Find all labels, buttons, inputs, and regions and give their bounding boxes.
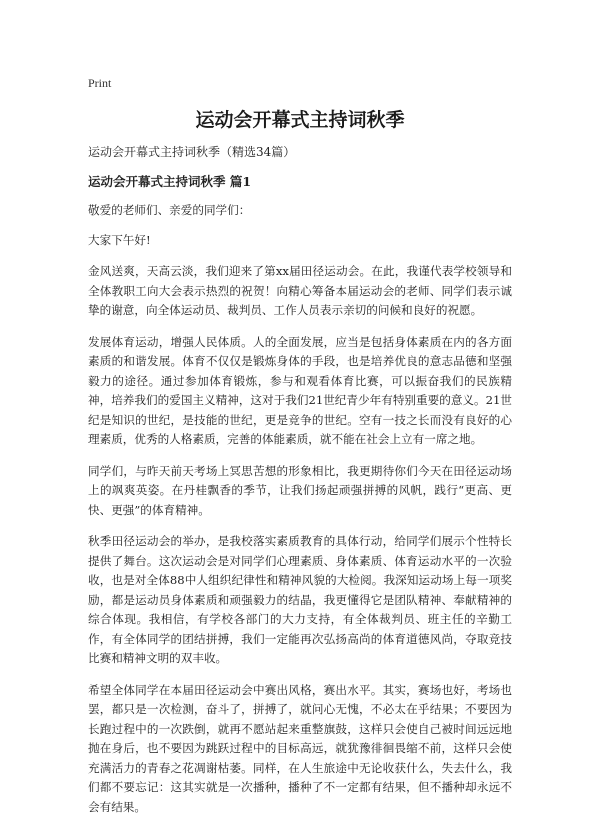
- paragraph-4: 秋季田径运动会的举办，是我校落实素质教育的具体行动，给同学们展示个性特长提供了舞台。这次运动会是对同学们心理素质、身体素质、体育运动水平的一次验收，也是对全体88中人组织纪律性和精神风貌的大检阅。我深知运动场上每一项奖励，都是运动员身体素质和顽强毅力的结晶，我更懂得它是团队精神、奉献精神的综合体现。我相信，有学校各部门的大力支持，有全体裁判员、班主任的辛勤工作，有全体同学的团结拼搏，我们一定能再次弘扬高尚的体育道德风尚，夺取竞技比赛和精神文明的双丰收。: [88, 532, 512, 669]
- paragraph-salutation: 大家下午好!: [88, 231, 512, 251]
- paragraph-5: 希望全体同学在本届田径运动会中赛出风格，赛出水平。其实，赛场也好，考场也罢，都只是一次检测，奋斗了，拼搏了，就问心无愧，不必太在乎结果；不要因为长跑过程中的一次跌倒，就再不愿站起来重整旗鼓，这样只会使自己被时间远远地抛在身后，也不要因为跳跃过程中的目标高远，就犹豫徘徊畏缩不前，这样只会使充满活力的青春之花凋谢枯萎。同样，在人生旅途中无论收获什么，失去什么，我们都不要忘记：这其实就是一次播种，播种了不一定都有结果，但不播种却永远不会有结果。: [88, 681, 512, 817]
- document-subtitle: 运动会开幕式主持词秋季（精选34篇）: [88, 143, 512, 161]
- paragraph-3: 同学们，与昨天前天考场上冥思苦想的形象相比，我更期待你们今天在田径运动场上的飒爽英姿。在丹桂飘香的季节，让我们扬起顽强拼搏的风帆，践行“更高、更快、更强”的体育精神。: [88, 462, 512, 521]
- paragraph-greeting: 敬爱的老师们、亲爱的同学们：: [88, 201, 512, 221]
- paragraph-1: 金风送爽，天高云淡，我们迎来了第xx届田径运动会。在此，我谨代表学校领导和全体教职工向大会表示热烈的祝贺！向精心筹备本届运动会的老师、同学们表示诚挚的谢意，向全体运动员、裁判员、工作人员表示亲切的问候和良好的祝愿。: [88, 262, 512, 321]
- print-link[interactable]: Print: [88, 76, 111, 91]
- page-title: 运动会开幕式主持词秋季: [88, 107, 512, 133]
- section-heading: 运动会开幕式主持词秋季 篇1: [88, 173, 512, 191]
- paragraph-2: 发展体育运动，增强人民体质。人的全面发展，应当是包括身体素质在内的各方面素质的和谐发展。体育不仅仅是锻炼身体的手段，也是培养优良的意志品德和坚强毅力的途径。通过参加体育锻炼，参与和观看体育比赛，可以振奋我们的民族精神，培养我们的爱国主义精神，这对于我们21世纪青少年有特别重要的意义。21世纪是知识的世纪，是技能的世纪，更是竞争的世纪。空有一技之长而没有良好的心理素质，优秀的人格素质，完善的体能素质，就不能在社会上立有一席之地。: [88, 333, 512, 450]
